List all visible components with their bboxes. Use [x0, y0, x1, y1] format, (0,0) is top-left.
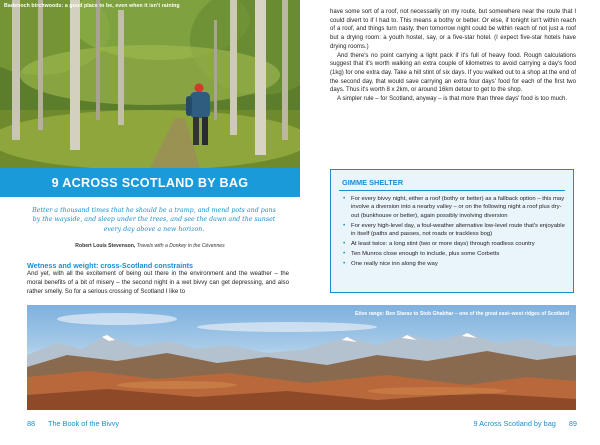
sidebar-item-text: One really nice inn along the way: [351, 261, 438, 268]
attribution-author: Robert Louis Stevenson,: [75, 243, 136, 249]
bullet-icon: •: [343, 260, 346, 268]
sidebar-item-text: For every bivvy night, either a roof (bothy or better) as a fallback option – this may involve a diversion into a nearby valley – or on the following night a roof plus dry-out (bunkhouse or better), again possibly involving diversion: [351, 196, 565, 219]
epigraph-attribution: [0, 243, 300, 249]
right-paragraph: And there's no point carrying a light pack if it's full of heavy food. Rough calculations suggest that it's worth walking an extra couple of kilometres to avoid carrying a day's food (1kg) for one extra day. Take a hill stint of six days. If you walked out to a shop at the end of the second day, that would save carrying an extra four days' food for each of the first two days. Thus it's worth 8 x 2km, or around 16km detour to get to the shop.: [330, 52, 576, 94]
section-heading: Wetness and weight: cross-Scotland constraints: [27, 261, 194, 270]
attribution-work: Travels with a Donkey in the Cévennes: [136, 243, 225, 249]
footer-left: [27, 419, 119, 428]
running-title-left: The Book of the Bivvy: [48, 419, 120, 428]
sidebar-list-item: [343, 260, 567, 268]
forest-illustration: [0, 0, 300, 168]
bullet-icon: •: [343, 221, 346, 229]
sidebar-list-item: [343, 195, 567, 220]
panorama-caption: Etive range: Ben Starav to Stob Ghabhar – one of the great east–west ridges of Scotland: [355, 311, 569, 317]
chapter-banner: [0, 168, 300, 197]
photo-caption: Badenoch birchwoods: a good place to be, even when it isn't raining: [4, 3, 180, 9]
bullet-icon: •: [343, 240, 346, 248]
sidebar-item-text: At least twice: a long stint (two or more days) through roadless country: [351, 241, 535, 248]
page-number-left: 88: [27, 419, 36, 428]
sidebar-divider: [339, 190, 565, 191]
sidebar-list: [343, 195, 567, 270]
running-title-right: 9 Across Scotland by bag: [473, 419, 556, 428]
sidebar-list-item: [343, 222, 567, 239]
forest-photo: [0, 0, 300, 168]
bullet-icon: •: [343, 250, 346, 258]
right-body-text: [330, 8, 576, 104]
page-number-right: 89: [568, 419, 577, 428]
sidebar-item-text: Ten Munros close enough to include, plus some Corbetts: [351, 251, 500, 258]
sidebar-title: GIMME SHELTER: [342, 178, 404, 187]
gimme-shelter-box: [330, 169, 574, 293]
mountain-illustration: [27, 305, 576, 410]
bullet-icon: •: [343, 195, 346, 202]
right-paragraph: have some sort of a roof, not necessarily on my route, but somewhere near the route that I could divert to if I had to. This means a bothy or better. Or else, if tonight isn't within reach of a roof, and things turn nasty, then tomorrow night could be within reach of not just a roof but a drying room: a youth hostel, say, or a five-star hotel. (I expect five-star hotels have drying rooms.): [330, 9, 576, 50]
left-body-text: And yet, with all the excitement of being out there in the environment and the weather – the moral benefits of a bit of misery – the second night in a wet bivvy can get depressing, and also rather smelly. So for a serious crossing of Scotland I like to: [27, 270, 289, 295]
sidebar-list-item: [343, 240, 567, 248]
sidebar-list-item: [343, 250, 567, 258]
right-paragraph: A simpler rule – for Scotland, anyway – is that more than three days' food is too much.: [337, 96, 568, 103]
footer-right: [474, 419, 578, 428]
chapter-title: 9 ACROSS SCOTLAND BY BAG: [51, 175, 249, 190]
mountain-panorama-photo: [27, 305, 576, 410]
sidebar-item-text: For every high-level day, a foul-weather alternative low-level route that's enjoyable in itself (paths and passes, not roads or trackless bog): [351, 222, 565, 238]
epigraph-quote: Better a thousand times that he should be a tramp, and mend pots and pans by the wayside, and sleep under the trees, and see the dawn and the sunset every day above a new horizon.: [32, 207, 276, 233]
